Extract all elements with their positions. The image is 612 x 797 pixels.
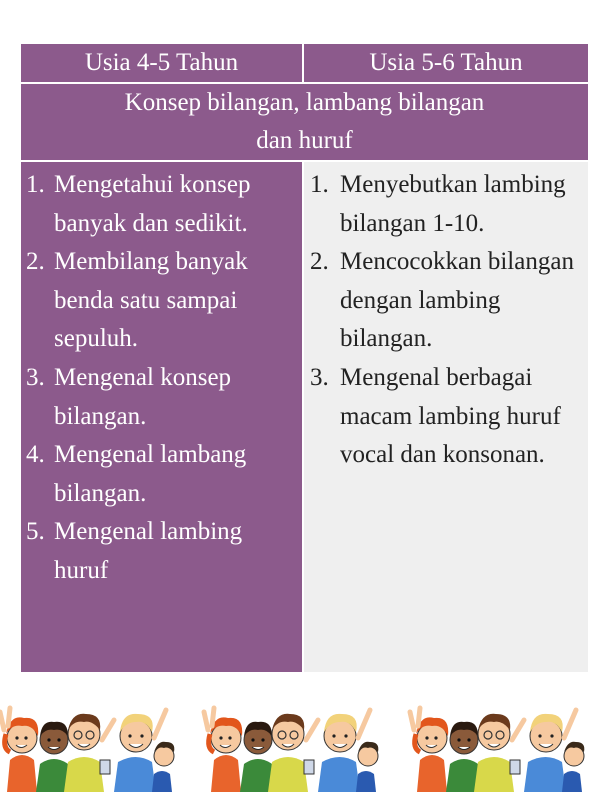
curriculum-table xyxy=(21,44,588,672)
right-column xyxy=(304,162,588,672)
item-number: 5. xyxy=(26,518,45,546)
item-text: Mengenal berbagai macam lambing huruf vocal dan konsonan. xyxy=(340,363,561,469)
list-item xyxy=(310,243,588,359)
item-text: Membilang banyak benda satu sampai sepuluh. xyxy=(54,248,248,353)
list-item xyxy=(26,513,302,590)
item-text: Menyebutkan lambing bilangan 1-10. xyxy=(340,171,566,237)
item-number: 3. xyxy=(26,363,45,391)
item-text: Mengenal lambang bilangan. xyxy=(54,441,247,507)
item-text: Mencocokkan bilangan dengan lambing bilangan. xyxy=(340,248,574,353)
list-item xyxy=(26,436,302,513)
item-text: Mengenal konsep bilangan. xyxy=(54,363,232,430)
kids-illustration xyxy=(0,690,612,792)
list-item xyxy=(310,359,588,475)
right-list xyxy=(310,166,588,475)
list-item xyxy=(26,359,302,436)
item-number: 4. xyxy=(26,441,45,469)
item-text: Mengenal lambing huruf xyxy=(54,518,243,584)
item-number: 3. xyxy=(310,363,329,391)
header-age-4-5: Usia 4-5 Tahun xyxy=(21,44,302,82)
subheader-concept: Konsep bilangan, lambang bilangan dan huruf xyxy=(21,84,588,160)
left-column xyxy=(21,162,302,672)
list-item xyxy=(26,243,302,359)
list-item xyxy=(26,166,302,243)
item-number: 1. xyxy=(26,171,45,198)
cartoon-kids-group-icon xyxy=(0,690,612,792)
list-item xyxy=(310,166,588,243)
left-list xyxy=(26,166,302,591)
item-text: Mengetahui konsep banyak dan sedikit. xyxy=(54,171,251,237)
item-number: 2. xyxy=(310,248,329,276)
item-number: 2. xyxy=(26,248,45,276)
item-number: 1. xyxy=(310,171,329,198)
header-age-5-6: Usia 5-6 Tahun xyxy=(304,44,588,82)
